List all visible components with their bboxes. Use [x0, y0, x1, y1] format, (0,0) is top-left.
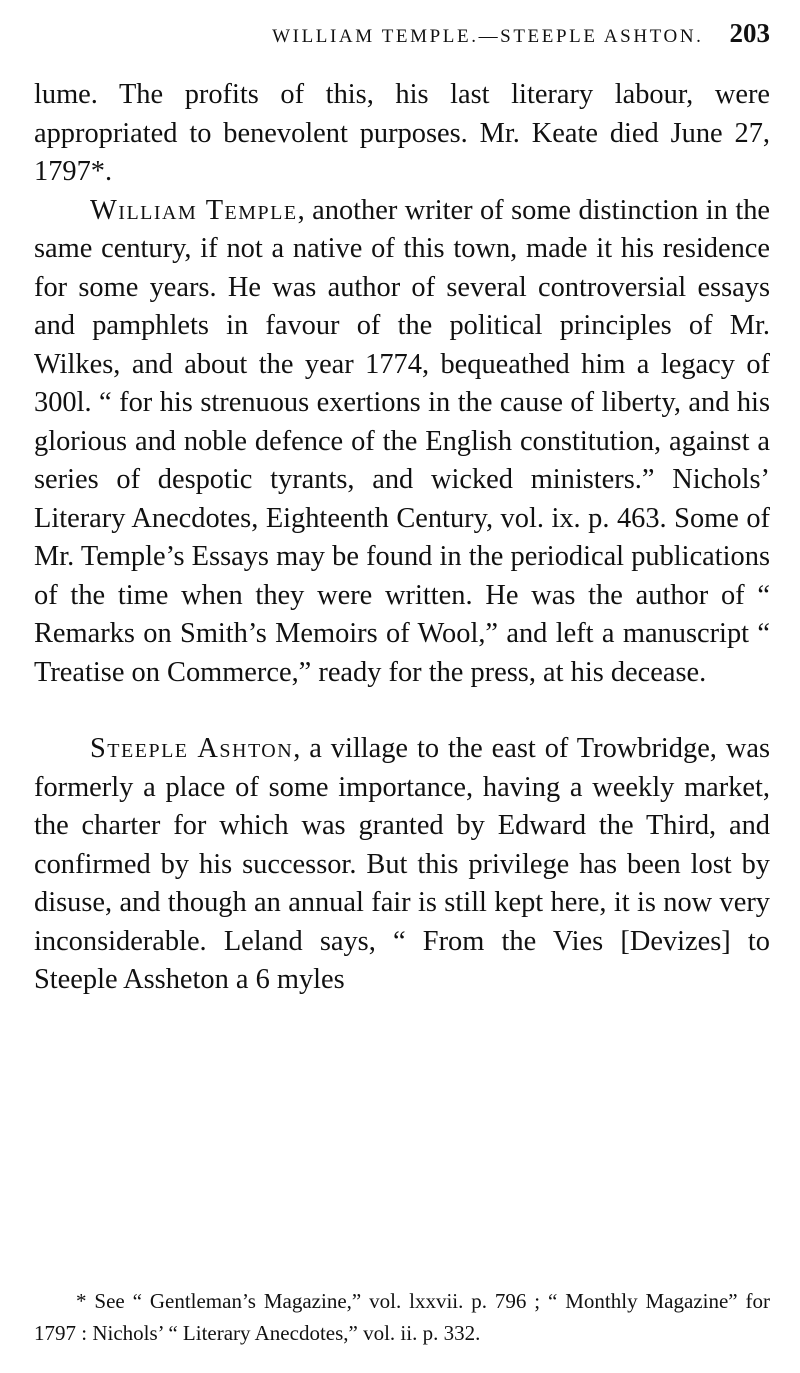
- name-steeple-ashton: Steeple Ashton: [90, 733, 294, 764]
- page-number: 203: [729, 18, 770, 48]
- footnote: * See “ Gentleman’s Magazine,” vol. lxxvii. p. 796 ; “ Monthly Magazine” for 1797 : Nichols’ “ Literary Anecdotes,” vol. ii. p. 332.: [34, 1289, 770, 1345]
- book-page: [34, 18, 770, 1000]
- paragraph-keate-end: lume. The profits of this, his last literary labour, were appropriated to benevolent purposes. Mr. Keate died June 27, 1797*.: [34, 79, 770, 187]
- paragraph-steeple-ashton: [34, 730, 770, 1000]
- page-header: [34, 18, 770, 76]
- running-title: WILLIAM TEMPLE.—STEEPLE ASHTON.: [272, 26, 704, 47]
- name-william-temple: William Temple: [90, 194, 298, 226]
- paragraph-william-temple-text: , another writer of some distinction in the same century, if not a native of this town, made it his residence for some years. He was author of several controversial essays and pamphlets in favour of the political principles of Mr. Wilkes, and about the year 1774, bequeathed him a legacy of 300l. “ for his strenuous exertions in the cause of liberty, and his glorious and noble defence of the English constitution, against a series of despotic tyrants, and wicked ministers.” Nichols’ Literary Anecdotes, Eighteenth Century, vol. ix. p. 463. Some of Mr. Temple’s Essays may be found in the periodical publications of the time when they were written. He was the author of “ Remarks on Smith’s Memoirs of Wool,” and left a manuscript “ Treatise on Commerce,” ready for the press, at his decease.: [34, 194, 771, 688]
- paragraph-steeple-ashton-text: , a village to the east of Trowbridge, was formerly a place of some importance, having a weekly market, the charter for which was granted by Edward the Third, and confirmed by his successor. But this privilege has been lost by disuse, and though an annual fair is still kept here, it is now very inconsiderable. Leland says, “ From the Vies [Devizes] to Steeple Assheton a 6 myles: [34, 733, 770, 995]
- section-gap: [34, 692, 770, 730]
- body-text: [34, 76, 770, 1000]
- paragraph-william-temple: [34, 192, 770, 693]
